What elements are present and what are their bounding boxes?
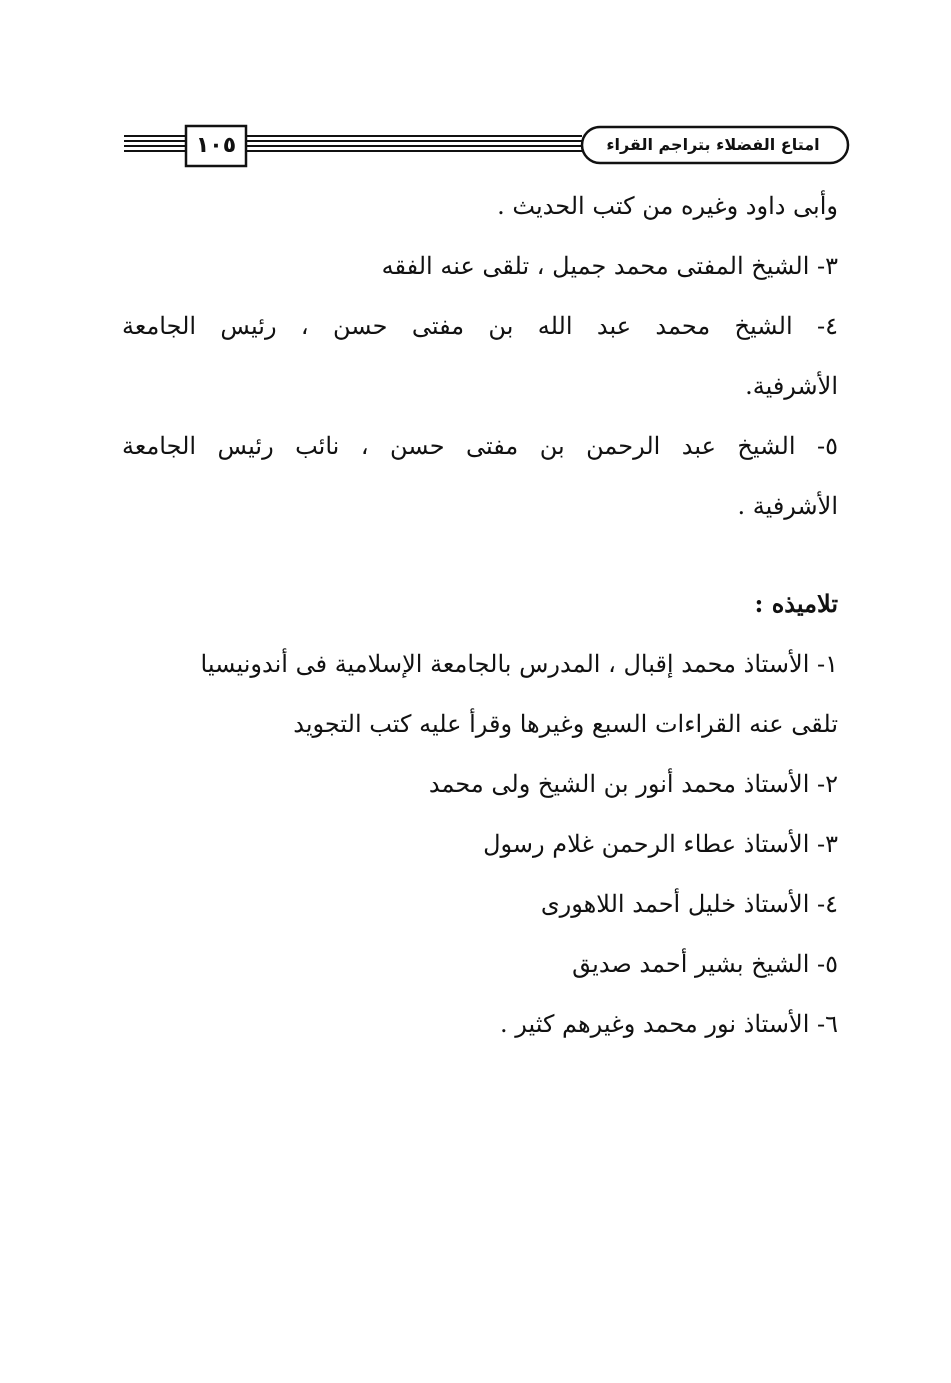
- student-item-5: ٥- الشيخ بشير أحمد صديق: [572, 950, 838, 978]
- continuation-line: وأبى داود وغيره من كتب الحديث .: [497, 192, 838, 220]
- teacher-item-5: ٥- الشيخ عبد الرحمن بن مفتى حسن ، نائب رئيس الجامعة: [122, 432, 838, 460]
- page-number: ١٠٥: [195, 133, 237, 158]
- students-heading: تلاميذه :: [754, 589, 838, 618]
- student-item-4: ٤- الأستاذ خليل أحمد اللاهورى: [540, 890, 838, 918]
- section-gap: [122, 536, 838, 574]
- running-header: [122, 118, 850, 174]
- teacher-item-5-continuation: الأشرفية .: [737, 492, 838, 520]
- page-body: [122, 176, 838, 1054]
- student-item-2: ٢- الأستاذ محمد أنور بن الشيخ ولى محمد: [428, 770, 838, 798]
- teacher-item-4: ٤- الشيخ محمد عبد الله بن مفتى حسن ، رئيس الجامعة: [122, 312, 838, 340]
- teacher-item-3: ٣- الشيخ المفتى محمد جميل ، تلقى عنه الفقه: [381, 252, 838, 280]
- student-item-3: ٣- الأستاذ عطاء الرحمن غلام رسول: [483, 830, 838, 858]
- student-item-1: ١- الأستاذ محمد إقبال ، المدرس بالجامعة الإسلامية فى أندونيسيا: [200, 650, 838, 678]
- student-item-1-continuation: تلقى عنه القراءات السبع وغيرها وقرأ عليه كتب التجويد: [293, 710, 838, 738]
- teacher-item-4-continuation: الأشرفية.: [745, 372, 838, 400]
- student-item-6: ٦- الأستاذ نور محمد وغيرهم كثير .: [499, 1010, 838, 1038]
- running-title: امتاع الفضلاء بتراجم القراء: [606, 135, 820, 154]
